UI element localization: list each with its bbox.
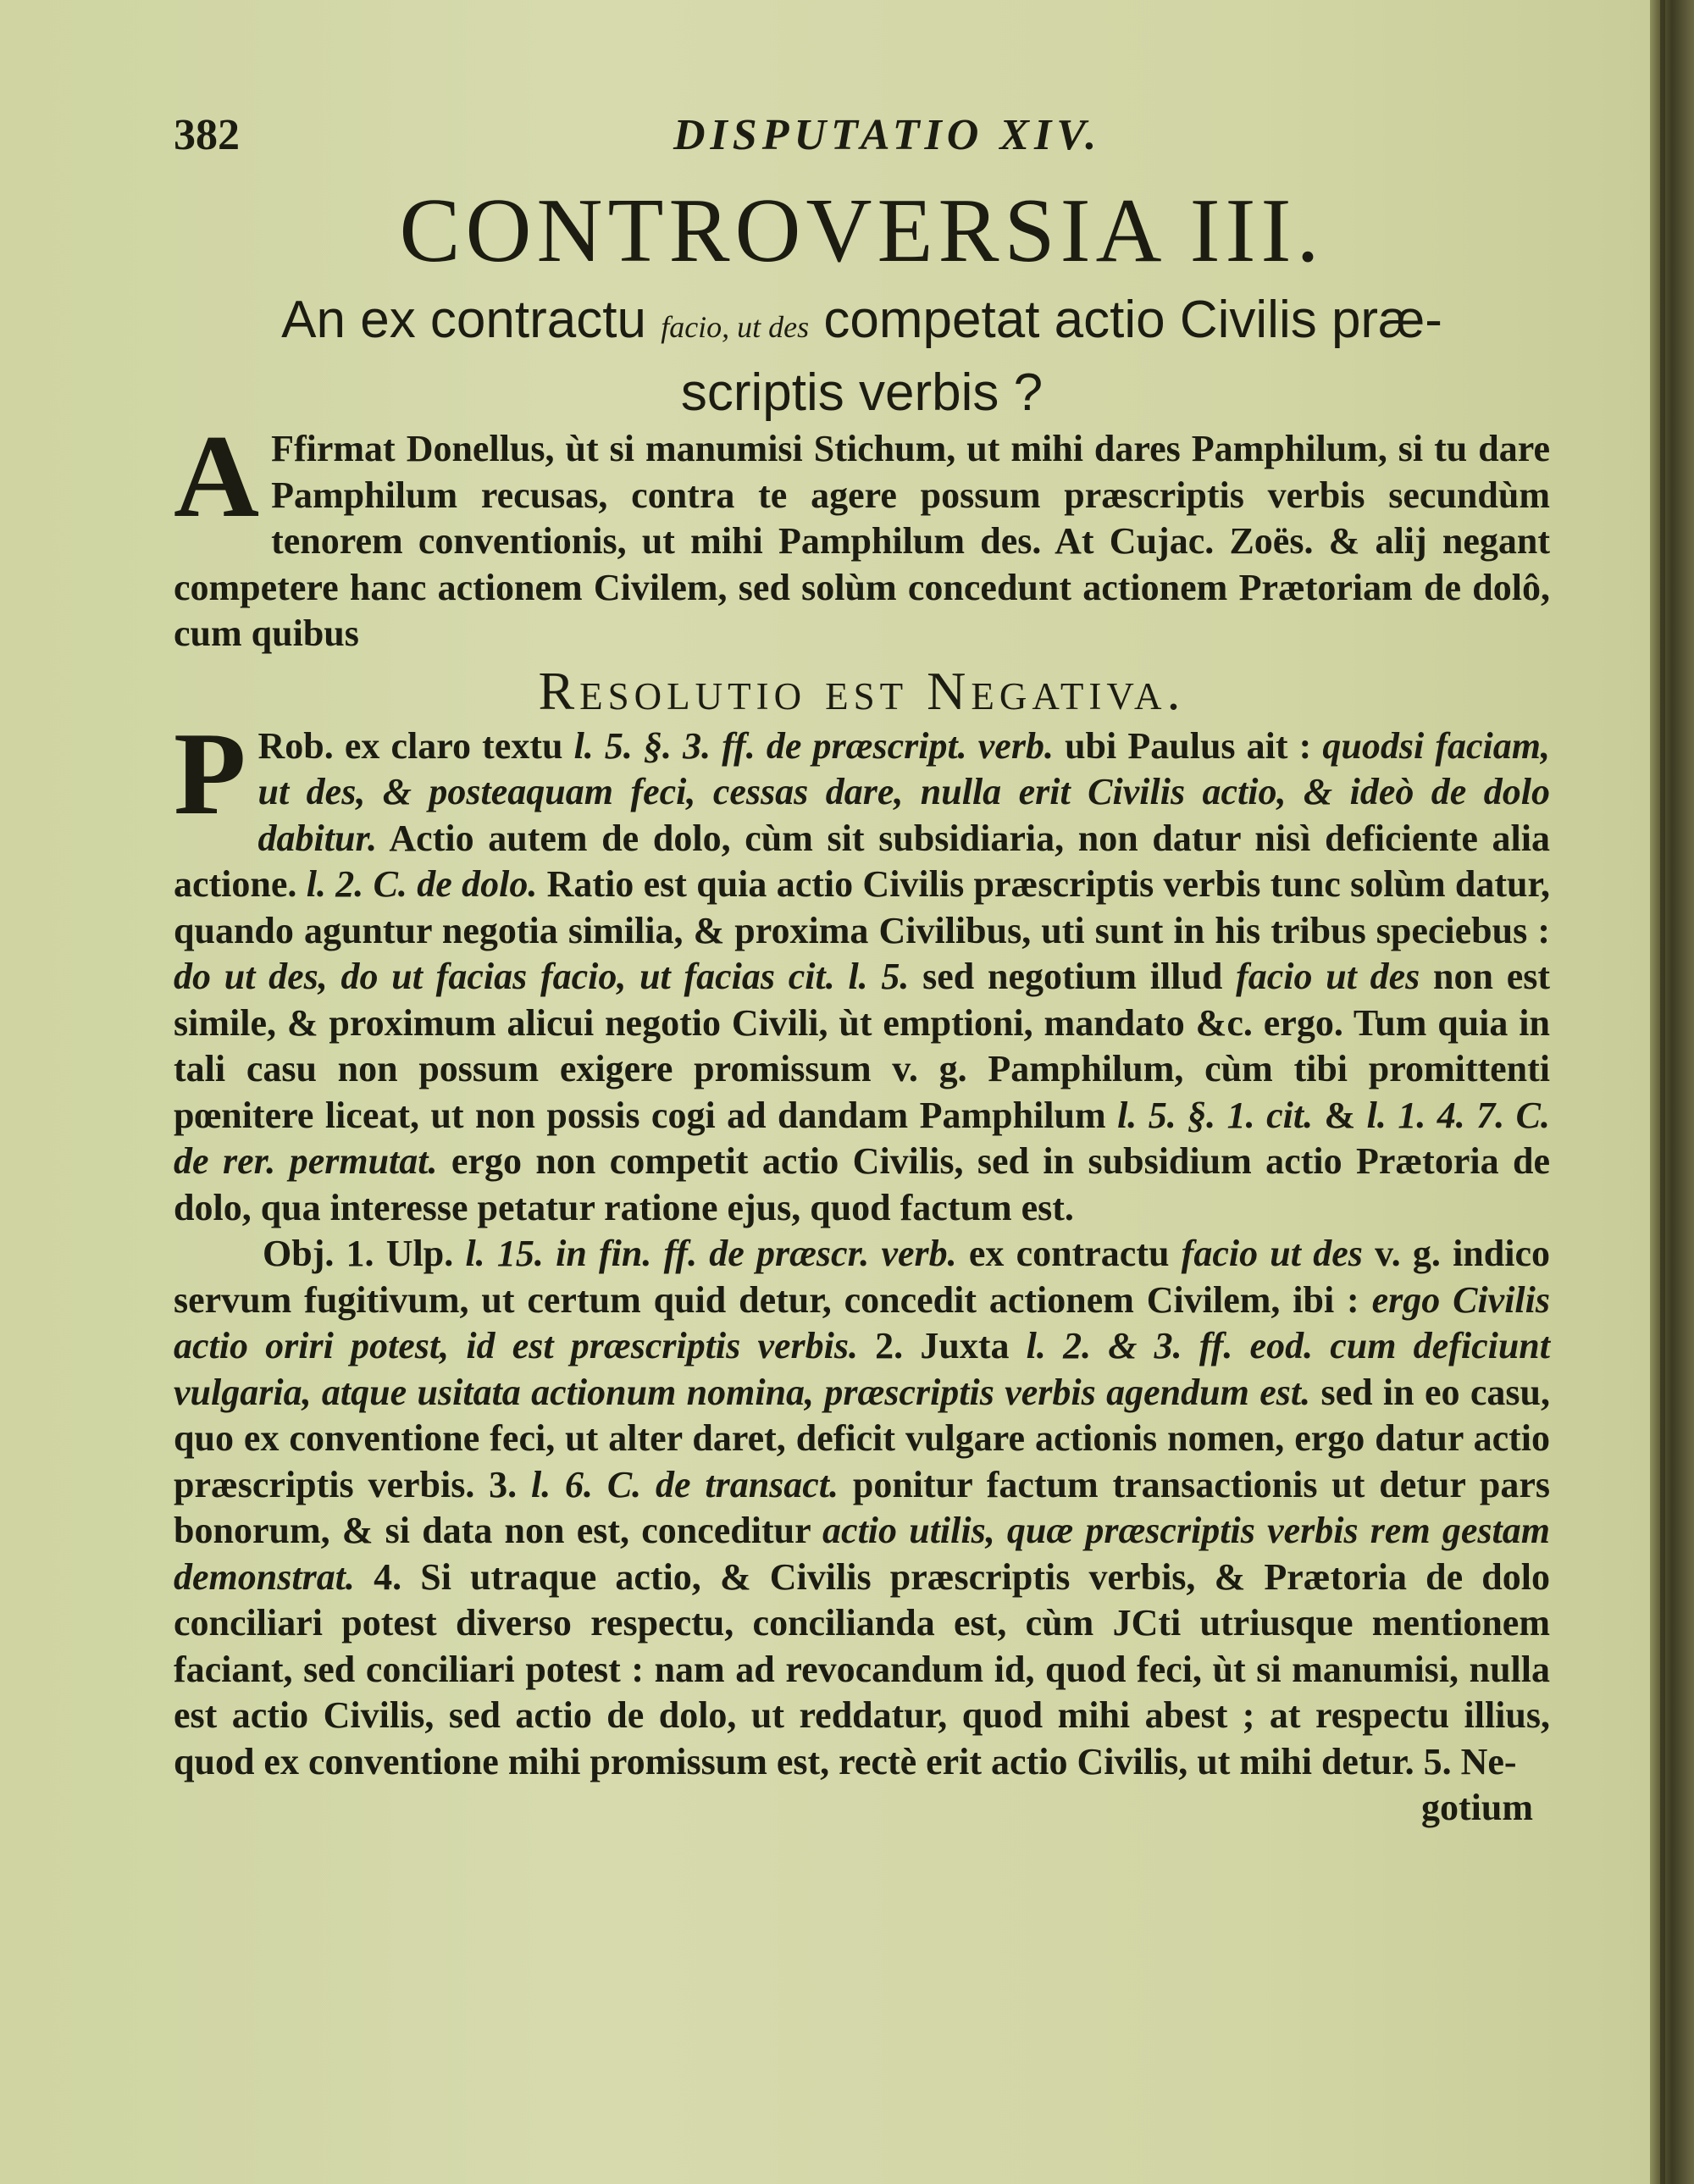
question-part-c: scriptis verbis ? xyxy=(680,363,1044,422)
paragraph-objectiones xyxy=(174,1231,1550,1785)
question-part-b: competat actio Civilis præ- xyxy=(823,291,1442,349)
p3-citation-2: l. 6. C. de transact. xyxy=(530,1463,839,1505)
p3-facio-ut-des: facio ut des xyxy=(1181,1233,1363,1274)
p2-t1: Rob. ex claro textu xyxy=(257,724,574,767)
running-title: DISPUTATIO XIV. xyxy=(673,111,1102,159)
p2-t6: non est simile, & proximum alicui negotio Civili, ùt emptioni, mandato &c. ergo. Tum quia in tali casu non possum exigere promissum v. g. Pamphilum, cùm tibi promittenti pœnitere liceat, ut non possis cogi ad dandam Pamphilum xyxy=(174,956,1550,1136)
question-part-a: An ex contractu xyxy=(281,291,646,349)
p3-t2: ex contractu xyxy=(956,1233,1182,1274)
p2-t2: ubi Paulus ait : xyxy=(1053,724,1323,767)
p2-citation-3: l. 5. §. 1. cit. xyxy=(1117,1094,1314,1136)
p3-t6: ponitur factum transactionis ut detur pars bonorum, & si data non est, conceditur xyxy=(174,1463,1551,1551)
paragraph-1-text: Ffirmat Donellus, ùt si manumisi Stichum, ut mihi dares Pamphilum, si tu dare Pamphilum recusas, contra te agere possum præscriptis verbis secundùm tenorem conventionis, ut mihi Pamphilum des. At Cujac. Zoës. & alij negant competere hanc actionem Civilem, sed solùm concedunt actionem Prætoriam de dolô, cum quibus xyxy=(174,428,1550,654)
page-text-block xyxy=(174,110,1550,1829)
drop-cap-a: A xyxy=(174,411,260,542)
paragraph-probatio xyxy=(174,707,1551,1232)
p2-t3: Actio autem de dolo, cùm sit subsidiaria, non datur nisì deficiente alia actione. xyxy=(174,817,1550,905)
p3-t1: Obj. 1. Ulp. xyxy=(263,1233,466,1274)
p2-species: do ut des, do ut facias facio, ut facias cit. l. 5. xyxy=(174,956,910,997)
page-shadow xyxy=(1660,0,1665,2184)
p2-t5: sed negotium illud xyxy=(909,956,1237,997)
p2-t8: ergo non competit actio Civilis, sed in subsidium actio Prætoria de dolo, qua interesse petatur ratione ejus, quod factum est. xyxy=(174,1140,1550,1228)
page-number: 382 xyxy=(174,111,240,159)
p2-quote: quodsi faciam, ut des, & posteaquam feci, cessas dare, nulla erit Civilis actio, & ideò de dolo dabitur. xyxy=(257,724,1550,859)
resolutio-heading: Resolutio est Negativa. xyxy=(538,660,1186,721)
p3-quote-2: l. 2. & 3. ff. eod. cum deficiunt vulgaria, atque usitata actionum nomina, præscriptis verbis agendum est. xyxy=(174,1325,1550,1413)
book-spine-edge xyxy=(1650,0,1694,2184)
p2-citation-2: l. 2. C. de dolo. xyxy=(306,863,538,905)
paragraph-affirmat xyxy=(174,411,1550,657)
p3-citation-1: l. 15. in fin. ff. de præscr. verb. xyxy=(465,1233,957,1274)
p3-quote-3: actio utilis, quæ præscriptis verbis rem gestam demonstrat. xyxy=(174,1510,1550,1598)
p2-t7: & xyxy=(1313,1094,1367,1136)
p3-t4: 2. Juxta xyxy=(857,1325,1027,1366)
p3-quote-1: ergo Civilis actio oriri potest, id est præscriptis verbis. xyxy=(174,1278,1550,1366)
p3-t7: 4. Si utraque actio, & Civilis præscriptis verbis, & Prætoria de dolo conciliari potest diverso respectu, concilianda est, cùm JCti utriusque mentionem faciant, sed conciliari potest : nam ad revocandum id, quod feci, ùt si manumisi, nulla est actio Civilis, sed actio de dolo, ut reddatur, quod mihi abest ; at respectu illius, quod ex conventione mihi promissum est, rectè erit actio Civilis, ut mihi detur. 5. Ne- xyxy=(174,1555,1550,1782)
question-heading xyxy=(174,287,1550,426)
catchword: gotium xyxy=(1421,1787,1533,1828)
p2-t4: Ratio est quia actio Civilis præscriptis verbis tunc solùm datur, quando aguntur negotia similia, & proxima Civilibus, uti sunt in his tribus speciebus : xyxy=(174,863,1551,951)
drop-cap-p: P xyxy=(174,707,246,840)
running-header xyxy=(174,110,1550,169)
chapter-title: CONTROVERSIA III. xyxy=(399,180,1325,281)
p3-t3: v. g. indico servum fugitivum, ut certum quid detur, concedit actionem Civilem, ibi : xyxy=(174,1233,1550,1321)
p2-citation-1: l. 5. §. 3. ff. de præscript. verb. xyxy=(573,724,1054,767)
p2-facio-ut-des: facio ut des xyxy=(1236,956,1420,997)
question-italic: facio, ut des xyxy=(661,310,810,344)
p3-t5: sed in eo casu, quo ex conventione feci, ut alter daret, deficit vulgare actionis nomen, ergo datur actio præscriptis verbis. 3. xyxy=(174,1371,1550,1505)
p2-citation-4: l. 1. 4. 7. C. de rer. permutat. xyxy=(174,1094,1551,1182)
